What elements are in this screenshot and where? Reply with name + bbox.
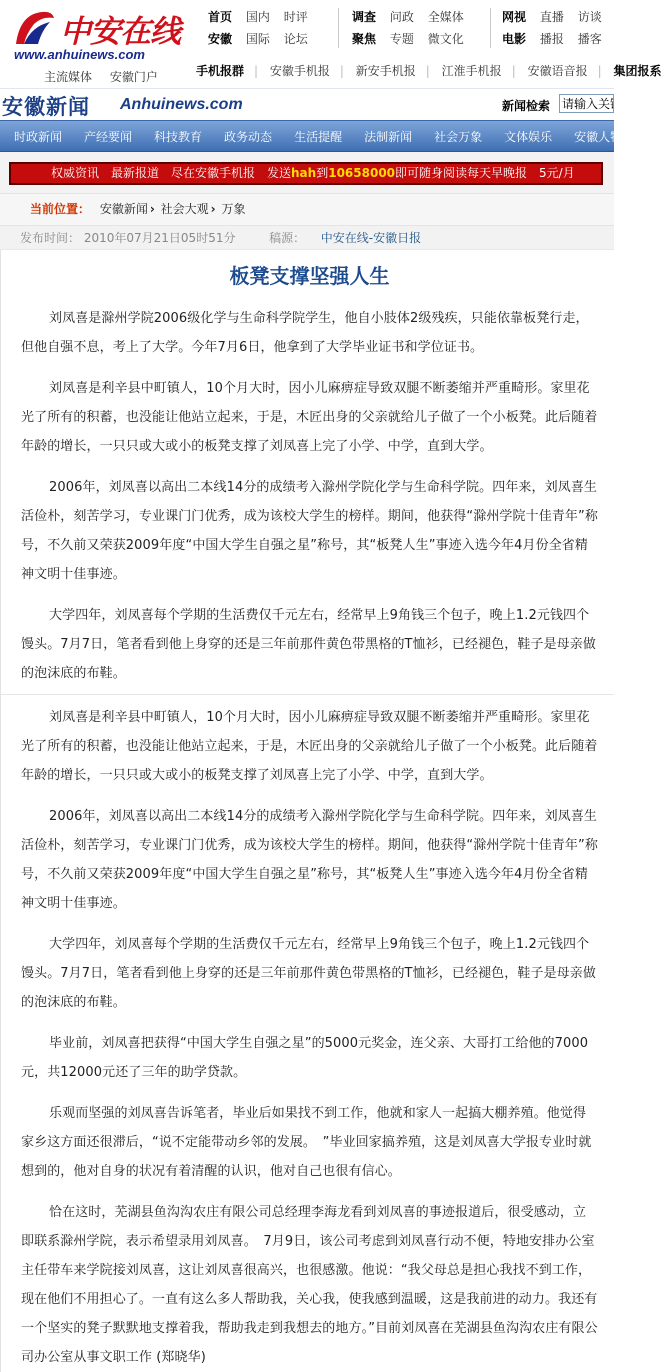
article-paragraph: 乐观而坚强的刘凤喜告诉笔者，毕业后如果找不到工作，他就和家人一起搞大棚养殖。他觉得家乡这方面还很滞后，“说不定能带动乡邻的发展。 ”毕业回家搞养殖，这是刘凤喜大学报专业时就想到的，他对自身的状况有着清醒的认识，他对自己也很有信心。	[21, 1106, 592, 1179]
main-nav-item[interactable]: 社会万象	[434, 129, 483, 144]
top-nav	[208, 6, 612, 56]
ticker-area	[0, 152, 614, 194]
main-nav-item[interactable]: 安徽人物	[574, 129, 623, 144]
top-nav-link[interactable]: 电影	[502, 32, 527, 46]
logo-mark-icon	[12, 8, 56, 48]
channel-bar	[0, 88, 614, 120]
ticker-number: 10658000	[328, 166, 396, 180]
article-meta	[0, 226, 614, 250]
mobile-paper-bar: 手机报群 | 安徽手机报 | 新安手机报 | 江淮手机报 | 安徽语音报 | 集团报系	[196, 64, 662, 78]
publish-time: 2010年07月21日05时51分	[83, 231, 236, 245]
breadcrumb-link[interactable]: 万象	[221, 202, 246, 216]
main-nav-item[interactable]: 产经要闻	[84, 129, 133, 144]
top-nav-link[interactable]: 国际	[245, 32, 270, 46]
article-paragraph: 大学四年，刘凤喜每个学期的生活费仅千元左右，经常早上9角钱三个包子，晚上1.2元钱四个馒头。7月7日，笔者看到他上身穿的还是三年前那件黄色带黑格的T恤衫，已经褪色，鞋子是母亲做的泡沫底的布鞋。	[21, 608, 596, 681]
logo-links	[44, 68, 172, 85]
search-label: 新闻检索	[502, 99, 551, 113]
top-nav-link[interactable]: 微文化	[427, 32, 464, 46]
article-title: 板凳支撑坚强人生	[229, 264, 390, 288]
article-paragraph: 刘凤喜是滁州学院2006级化学与生命科学院学生，他自小肢体2级残疾，只能依靠板凳行走，但他自强不息，考上了大学。今年7月6日，他拿到了大学毕业证书和学位证书。	[21, 311, 589, 355]
ticker-text: 权威资讯 最新报道 尽在安徽手机报 发送	[51, 166, 292, 180]
logo-link[interactable]: 安徽门户	[109, 70, 158, 84]
mobile-paper-link[interactable]: 集团报系	[613, 64, 662, 78]
top-nav-link[interactable]: 首页	[208, 10, 233, 24]
top-nav-group-3	[502, 6, 612, 50]
section-divider	[1, 694, 614, 695]
top-nav-link[interactable]: 访谈	[577, 10, 602, 24]
top-nav-link[interactable]: 安徽	[208, 32, 233, 46]
ticker-text: 到	[316, 166, 329, 180]
article-paragraph: 刘凤喜是利辛县中町镇人，10个月大时，因小儿麻痹症导致双腿不断萎缩并严重畸形。家里花光了所有的积蓄，也没能让他站立起来，于是，木匠出身的父亲就给儿子做了一个小板凳。此后随着年龄的增长，一只只或大或小的板凳支撑了刘凤喜上完了小学、中学，直到大学。	[21, 710, 598, 783]
chevron-right-icon: ›	[210, 202, 216, 216]
article-paragraph: 恰在这时，芜湖县鱼沟沟农庄有限公司总经理李海龙看到刘凤喜的事迹报道后，很受感动，立即联系滁州学院，表示希望录用刘凤喜。 7月9日，该公司考虑到刘凤喜行动不便，特地安排办公室主任带车来学院接刘凤喜，这让刘凤喜很高兴，也很感激。他说：“我父母总是担心我找不到工作，现在他们不用担心了。一直有这么多人帮助我，关心我，使我感到温暖，这是我前进的动力。我还有一个坚实的凳子默默地支撑着我，帮助我走到我想去的地方。”目前刘凤喜在芜湖县鱼沟沟农庄有限公司办公室从事文职工作 (郑晓华)	[21, 1205, 598, 1365]
top-nav-link[interactable]: 全媒体	[427, 10, 464, 24]
article-paragraph: 刘凤喜是利辛县中町镇人，10个月大时，因小儿麻痹症导致双腿不断萎缩并严重畸形。家里花光了所有的积蓄，也没能让他站立起来，于是，木匠出身的父亲就给儿子做了一个小板凳。此后随着年龄的增长，一只只或大或小的板凳支撑了刘凤喜上完了小学、中学，直到大学。	[21, 381, 598, 454]
main-nav-item[interactable]: 生活提醒	[294, 129, 343, 144]
logo-url: www.anhuinews.com	[14, 47, 145, 62]
article-paragraph: 大学四年，刘凤喜每个学期的生活费仅千元左右，经常早上9角钱三个包子，晚上1.2元钱四个馒头。7月7日，笔者看到他上身穿的还是三年前那件黄色带黑格的T恤衫，已经褪色，鞋子是母亲做的泡沫底的布鞋。	[21, 937, 596, 1010]
top-nav-link[interactable]: 专题	[389, 32, 414, 46]
breadcrumb-label: 当前位置：	[30, 202, 91, 216]
mobile-paper-link[interactable]: 江淮手机报	[441, 64, 502, 78]
source-label: 稿源：	[269, 231, 306, 245]
top-nav-link[interactable]: 论坛	[283, 32, 308, 46]
main-nav-item[interactable]: 政务动态	[224, 129, 273, 144]
channel-title[interactable]: 安徽新闻	[2, 95, 90, 119]
breadcrumb-link[interactable]: 安徽新闻	[99, 202, 148, 216]
breadcrumb	[0, 194, 614, 226]
top-nav-link[interactable]: 时评	[283, 10, 308, 24]
top-nav-link[interactable]: 播报	[539, 32, 564, 46]
top-nav-link[interactable]: 播客	[577, 32, 602, 46]
ticker-text: 即可随身阅读每天早晚报 5元/月	[395, 166, 575, 180]
top-nav-link[interactable]: 国内	[245, 10, 270, 24]
top-nav-group-1	[208, 6, 318, 50]
site-header	[0, 0, 662, 88]
logo-text: 中安在线	[60, 14, 180, 50]
mobile-paper-link[interactable]: 安徽手机报	[269, 64, 330, 78]
top-nav-link[interactable]: 直播	[539, 10, 564, 24]
site-logo[interactable]	[4, 4, 190, 82]
promo-ticker[interactable]	[9, 162, 603, 185]
nav-separator	[490, 8, 491, 48]
ticker-code: hah	[291, 166, 317, 180]
article-paragraph: 毕业前，刘凤喜把获得“中国大学生自强之星”的5000元奖金，连父亲、大哥打工给他的7000元，共12000元还了三年的助学贷款。	[21, 1036, 589, 1080]
search-input[interactable]	[559, 94, 614, 113]
top-nav-link[interactable]: 问政	[389, 10, 414, 24]
chevron-right-icon: ›	[149, 202, 155, 216]
article-body	[0, 250, 614, 1372]
main-nav	[0, 120, 623, 152]
main-nav-item[interactable]: 文体娱乐	[504, 129, 553, 144]
mobile-paper-link[interactable]: 手机报群	[196, 64, 245, 78]
article-paragraph: 2006年，刘凤喜以高出二本线14分的成绩考入滁州学院化学与生命科学院。四年来，刘凤喜生活俭朴，刻苦学习，专业课门门优秀，成为该校大学生的榜样。期间，他获得“滁州学院十佳青年”称号，不久前又荣获2009年度“中国大学生自强之星”称号，其“板凳人生”事迹入选今年4月份全省精神文明十佳事迹。	[21, 809, 598, 911]
nav-separator	[338, 8, 339, 48]
mobile-paper-link[interactable]: 安徽语音报	[527, 64, 588, 78]
breadcrumb-link[interactable]: 社会大观	[160, 202, 209, 216]
top-nav-group-2	[352, 6, 474, 50]
top-nav-link[interactable]: 聚焦	[352, 32, 377, 46]
top-nav-link[interactable]: 网视	[502, 10, 527, 24]
logo-link[interactable]: 主流媒体	[44, 70, 93, 84]
main-nav-item[interactable]: 科技教育	[154, 129, 203, 144]
publish-label: 发布时间：	[20, 231, 81, 245]
main-nav-item[interactable]: 时政新闻	[14, 129, 63, 144]
source-link[interactable]: 中安在线-安徽日报	[320, 231, 422, 245]
channel-title-en: Anhuinews.com	[120, 96, 243, 113]
mobile-paper-link[interactable]: 新安手机报	[355, 64, 416, 78]
top-nav-link[interactable]: 调查	[352, 10, 377, 24]
main-nav-item[interactable]: 法制新闻	[364, 129, 413, 144]
article-paragraph: 2006年，刘凤喜以高出二本线14分的成绩考入滁州学院化学与生命科学院。四年来，刘凤喜生活俭朴，刻苦学习，专业课门门优秀，成为该校大学生的榜样。期间，他获得“滁州学院十佳青年”称号，不久前又荣获2009年度“中国大学生自强之星”称号，其“板凳人生”事迹入选今年4月份全省精神文明十佳事迹。	[21, 480, 598, 582]
